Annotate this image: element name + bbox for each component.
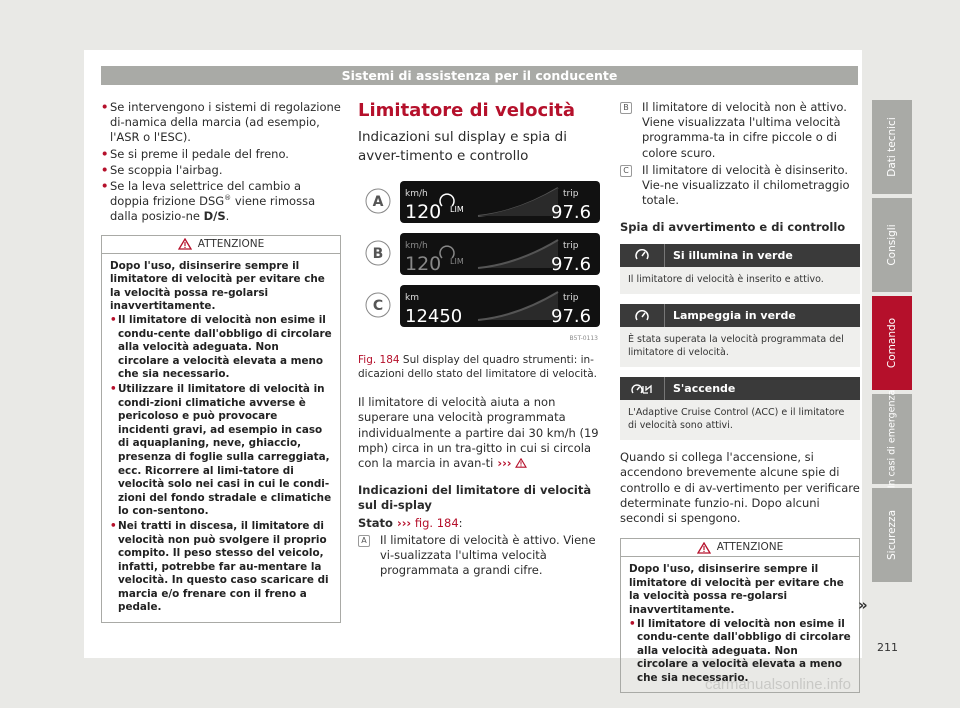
tab-comando[interactable]: Comando — [872, 296, 912, 390]
warning-header — [102, 236, 340, 254]
page-number: 211 — [877, 641, 898, 654]
lamp-table — [620, 244, 860, 441]
lamp-description: Il limitatore di velocità è inserito e attivo. — [620, 267, 860, 295]
list-item: • Se intervengono i sistemi di regolazione di-namica della marcia (ad esempio, l'ASR o l'ESC). — [101, 100, 341, 146]
continue-marker: » — [858, 596, 868, 614]
svg-text:LIM: LIM — [450, 257, 464, 266]
speed-limiter-icon — [620, 249, 664, 261]
warning-triangle-icon — [178, 238, 192, 250]
trip-value: 97.6 — [551, 306, 592, 327]
column-middle — [358, 100, 603, 578]
row-letter: C — [372, 298, 384, 314]
warning-intro: Dopo l'uso, disinserire sempre il limitatore di velocità per evitare che la velocità possa re-golarsi inavvertitamente. — [629, 563, 844, 616]
list-item: • Se scoppia l'airbag. — [101, 163, 341, 178]
trip-value: 97.6 — [551, 202, 592, 223]
warning-intro: Dopo l'uso, disinserire sempre il limitatore di velocità per evitare che la velocità possa re-golarsi inavvertitamente. — [110, 259, 325, 313]
watermark-text: carmanualsonline.info — [705, 676, 851, 693]
tab-sicurezza[interactable]: Sicurezza — [872, 488, 912, 582]
figure-caption: Fig. 184 Sul display del quadro strumenti: in-dicazioni dello stato del limitatore di velocità. — [358, 354, 598, 380]
trip-label: trip — [563, 189, 579, 199]
warning-header — [621, 539, 859, 557]
display-row-a — [366, 181, 600, 223]
trip-label: trip — [563, 293, 579, 303]
list-item: • Se si preme il pedale del freno. — [101, 147, 341, 162]
instrument-display-illustration — [358, 178, 603, 348]
speed-value: 120 — [405, 253, 442, 275]
lamp-row-header: S'accende — [620, 377, 860, 400]
display-row-c — [366, 285, 600, 327]
unit-label: km/h — [405, 189, 428, 199]
trip-value: 97.6 — [551, 254, 592, 275]
warning-item: • Utilizzare il limitatore di velocità in condi-zioni climatiche avverse è pericoloso e può provocare incidenti gravi, ad esempio in caso di aquaplaning, neve, ghiaccio, presenza di foglie sulla carreggiata, ecc. Ricorrere al limi-tatore di velocità solo nei casi in cui le condi-zioni del fondo stradale e climatiche lo con-sentono. — [110, 383, 332, 519]
warning-body — [621, 557, 859, 692]
lamps-heading: Spia di avvertimento e di controllo — [620, 220, 846, 235]
row-letter: A — [372, 194, 384, 210]
warning-triangle-icon — [515, 458, 527, 468]
warning-item: • Nei tratti in discesa, il limitatore di velocità non può svolgere il proprio compito. Il peso stesso del veicolo, infatti, potrebbe far au-mentare la velocità. In questo caso scaricare di marcia e/o frenare con il freno a pedale. — [110, 520, 332, 615]
paragraph: Quando si collega l'accensione, si accendono brevemente alcune spie di controllo e di av-vertimento per verificare determinate funzio-ni. Dopo alcuni secondi si spengono. — [620, 450, 860, 525]
warning-box — [101, 235, 341, 623]
reference-arrows: ››› — [493, 456, 512, 470]
column-left — [101, 100, 341, 623]
lamp-row-header: Lampeggia in verde — [620, 304, 860, 327]
stato-line: Stato ››› fig. 184: — [358, 515, 463, 530]
warning-item: • Il limitatore di velocità non esime il condu-cente dall'obbligo di circolare alla velocità adeguata. Non circolare a velocità elevata a meno che sia necessario. — [629, 618, 851, 686]
speed-limiter-icon — [620, 310, 664, 322]
warning-title: ATTENZIONE — [716, 541, 784, 554]
state-badge: C — [620, 165, 632, 177]
section-title: Limitatore di velocità — [358, 100, 576, 121]
figure-label: Fig. 184 — [358, 354, 400, 366]
state-a: A Il limitatore di velocità è attivo. Viene vi-sualizzata l'ultima velocità programmata a grandi cifre. — [358, 533, 603, 579]
unit-label: km — [405, 293, 419, 303]
speed-value: 120 — [405, 201, 442, 223]
warning-triangle-icon — [697, 542, 711, 554]
warning-item: • Il limitatore di velocità non esime il condu-cente dall'obbligo di circolare alla velocità adeguata. Non circolare a velocità elevata a meno che sia necessario. — [110, 314, 332, 382]
acc-limiter-icon — [620, 383, 664, 395]
section-subtitle: Indicazioni sul display e spia di avver-timento e controllo — [358, 129, 567, 164]
state-badge: B — [620, 102, 632, 114]
state-badge: A — [358, 535, 370, 547]
tab-dati-tecnici[interactable]: Dati tecnici — [872, 100, 912, 194]
warning-box — [620, 538, 860, 693]
state-b: B Il limitatore di velocità non è attivo. Viene visualizzata l'ultima velocità programma-ta in cifre piccole o di colore scuro. — [620, 100, 860, 161]
odometer-value: 12450 — [405, 306, 463, 327]
figure-reference-link[interactable]: fig. 184 — [411, 515, 459, 530]
figure-184 — [358, 178, 603, 348]
column-right — [620, 100, 860, 693]
subheading: Indicazioni del limitatore di velocità sul di-splay — [358, 483, 592, 513]
row-letter: B — [372, 246, 384, 262]
svg-text:LIM: LIM — [450, 205, 464, 214]
display-row-b — [366, 233, 600, 275]
warning-title: ATTENZIONE — [197, 237, 265, 250]
state-c: C Il limitatore di velocità è disinserito. Vie-ne visualizzato il chilometraggio totale. — [620, 163, 860, 209]
lamp-description: È stata superata la velocità programmata del limitatore di velocità. — [620, 327, 860, 367]
trip-label: trip — [563, 241, 579, 251]
tab-consigli[interactable]: Consigli — [872, 198, 912, 292]
lamp-row-header: Si illumina in verde — [620, 244, 860, 267]
warning-body — [102, 254, 340, 622]
lamp-description: L'Adaptive Cruise Control (ACC) e il limitatore di velocità sono attivi. — [620, 400, 860, 440]
page-header: Sistemi di assistenza per il conducente — [101, 66, 858, 85]
list-item: • Se la leva selettrice del cambio a doppia frizione DSG® viene rimossa dalla posizio-ne D/S. — [101, 179, 341, 225]
figure-code: B5T-0113 — [569, 335, 598, 342]
paragraph: Il limitatore di velocità aiuta a non superare una velocità programmata individualmente a partire dai 30 km/h (19 mph) circa in un tra-gitto in cui si circola con la marcia in avan-ti ››› — [358, 395, 599, 470]
unit-label: km/h — [405, 241, 428, 251]
tab-in-casi-di-emergenza[interactable]: In casi di emergenza — [872, 394, 912, 484]
